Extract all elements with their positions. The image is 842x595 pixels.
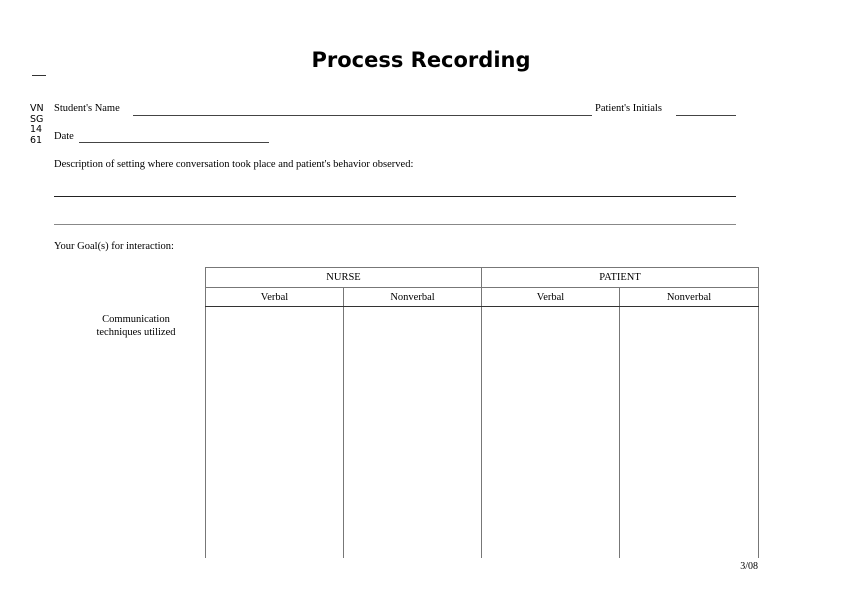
form-code-line: 61	[30, 134, 43, 146]
student-name-label: Student's Name	[54, 103, 120, 114]
patient-initials-field[interactable]	[676, 115, 736, 116]
page-code: 3/08	[740, 561, 758, 572]
nurse-verbal-cell[interactable]	[206, 307, 344, 559]
corner-mark	[32, 75, 46, 76]
page-title: Process Recording	[311, 48, 531, 72]
date-field[interactable]	[79, 142, 269, 143]
form-code-line: VN	[30, 103, 44, 114]
nurse-header: NURSE	[206, 268, 482, 288]
row-label-communication	[70, 313, 202, 339]
description-field-line[interactable]	[54, 224, 736, 225]
form-code	[30, 104, 44, 146]
patient-initials-label: Patient's Initials	[595, 103, 662, 114]
form-code-line: 14	[30, 124, 43, 135]
patient-header: PATIENT	[482, 268, 759, 288]
nurse-verbal-header: Verbal	[206, 288, 344, 307]
nurse-nonverbal-header: Nonverbal	[344, 288, 482, 307]
row-label-line: techniques utilized	[96, 327, 176, 338]
date-label: Date	[54, 131, 74, 142]
description-field-line[interactable]	[54, 196, 736, 197]
student-name-field[interactable]	[133, 115, 592, 116]
nurse-nonverbal-cell[interactable]	[344, 307, 482, 559]
patient-verbal-header: Verbal	[482, 288, 620, 307]
row-label-line: Communication	[102, 314, 170, 325]
communication-table	[205, 267, 759, 558]
patient-nonverbal-header: Nonverbal	[620, 288, 759, 307]
description-label: Description of setting where conversation took place and patient's behavior observed:	[54, 159, 414, 170]
patient-nonverbal-cell[interactable]	[620, 307, 759, 559]
patient-verbal-cell[interactable]	[482, 307, 620, 559]
form-code-line: SG	[30, 113, 44, 125]
goals-label: Your Goal(s) for interaction:	[54, 241, 174, 252]
